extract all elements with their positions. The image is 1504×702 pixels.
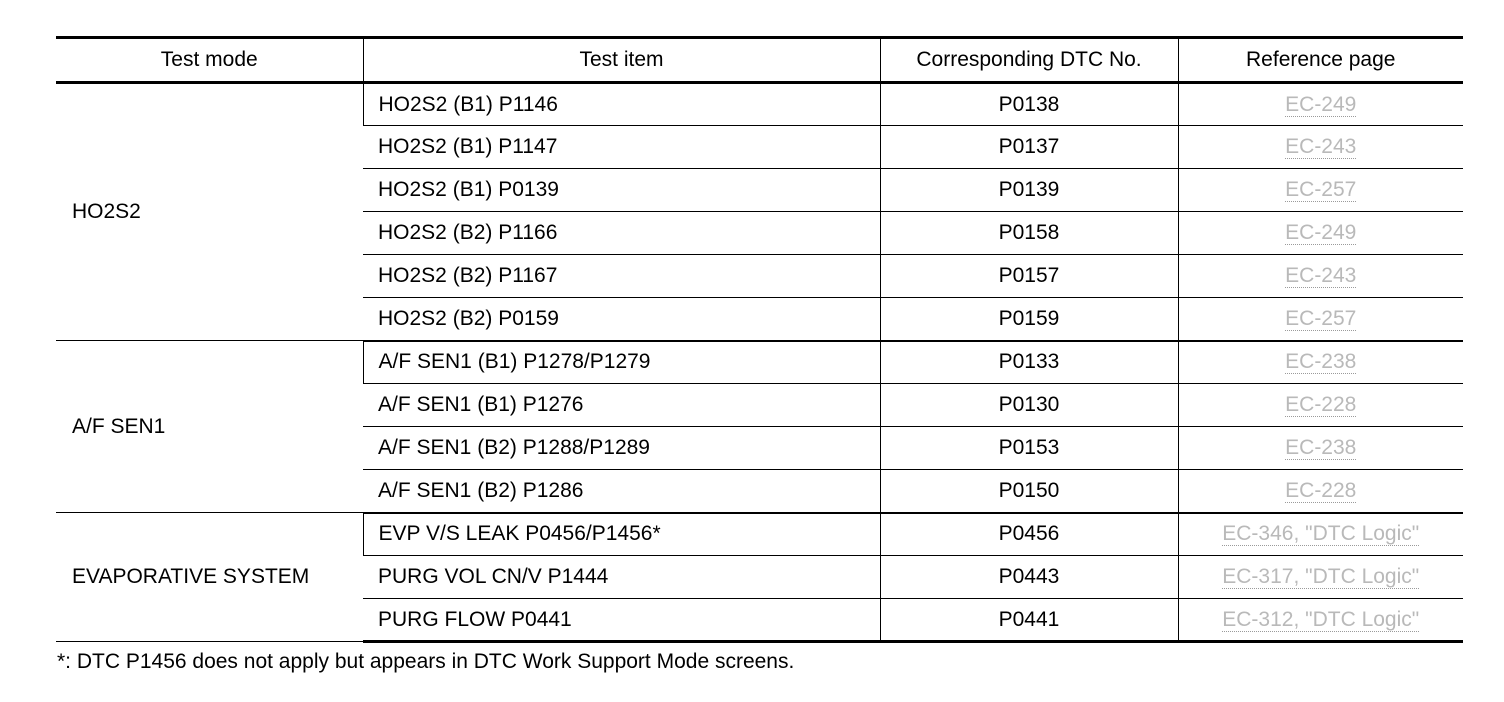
reference-page-link[interactable]: EC-238 — [1285, 350, 1357, 374]
reference-page-link[interactable]: EC-312, "DTC Logic" — [1222, 607, 1420, 631]
test-item-cell: EVP V/S LEAK P0456/P1456* — [363, 513, 880, 556]
dtc-number-cell: P0456 — [880, 513, 1178, 556]
test-mode-cell: HO2S2 — [56, 83, 363, 341]
test-mode-cell: A/F SEN1 — [56, 341, 363, 513]
reference-page-cell — [1178, 556, 1463, 599]
reference-page-cell — [1178, 126, 1463, 169]
dtc-work-support-table — [56, 36, 1463, 643]
dtc-number-cell: P0159 — [880, 298, 1178, 341]
reference-page-cell — [1178, 384, 1463, 427]
test-item-cell: HO2S2 (B2) P1167 — [363, 255, 880, 298]
dtc-number-cell: P0153 — [880, 427, 1178, 470]
reference-page-cell — [1178, 298, 1463, 341]
dtc-number-cell: P0158 — [880, 212, 1178, 255]
reference-page-cell — [1178, 341, 1463, 384]
test-item-cell: HO2S2 (B1) P1147 — [363, 126, 880, 169]
reference-page-cell — [1178, 83, 1463, 126]
dtc-number-cell: P0137 — [880, 126, 1178, 169]
table-body — [56, 83, 1463, 642]
reference-page-cell — [1178, 255, 1463, 298]
footnote: *: DTC P1456 does not apply but appears in DTC Work Support Mode screens. — [57, 650, 795, 673]
reference-page-link[interactable]: EC-243 — [1285, 264, 1357, 287]
reference-page-cell — [1178, 427, 1463, 470]
reference-page-link[interactable]: EC-228 — [1285, 393, 1357, 416]
reference-page-link[interactable]: EC-346, "DTC Logic" — [1222, 522, 1420, 546]
dtc-number-cell: P0130 — [880, 384, 1178, 427]
dtc-number-cell: P0157 — [880, 255, 1178, 298]
dtc-number-cell: P0443 — [880, 556, 1178, 599]
test-mode-cell: EVAPORATIVE SYSTEM — [56, 513, 363, 642]
dtc-number-cell: P0133 — [880, 341, 1178, 384]
reference-page-link[interactable]: EC-238 — [1285, 436, 1357, 459]
test-item-cell: PURG FLOW P0441 — [363, 599, 880, 642]
reference-page-cell — [1178, 212, 1463, 255]
reference-page-cell — [1178, 169, 1463, 212]
table-row — [56, 83, 1463, 126]
dtc-number-cell: P0441 — [880, 599, 1178, 642]
reference-page-link[interactable]: EC-228 — [1285, 478, 1357, 502]
header-dtc-no: Corresponding DTC No. — [880, 38, 1178, 83]
test-item-cell: A/F SEN1 (B2) P1286 — [363, 470, 880, 513]
test-item-cell: A/F SEN1 (B2) P1288/P1289 — [363, 427, 880, 470]
reference-page-link[interactable]: EC-257 — [1285, 306, 1357, 330]
reference-page-cell — [1178, 599, 1463, 642]
reference-page-cell — [1178, 513, 1463, 556]
reference-page-link[interactable]: EC-249 — [1285, 92, 1357, 116]
test-item-cell: A/F SEN1 (B1) P1276 — [363, 384, 880, 427]
dtc-number-cell: P0138 — [880, 83, 1178, 126]
test-item-cell: HO2S2 (B2) P0159 — [363, 298, 880, 341]
dtc-number-cell: P0150 — [880, 470, 1178, 513]
header-test-item: Test item — [363, 38, 880, 83]
table-header-row — [56, 38, 1463, 83]
test-item-cell: PURG VOL CN/V P1444 — [363, 556, 880, 599]
reference-page-link[interactable]: EC-243 — [1285, 135, 1357, 158]
header-test-mode: Test mode — [56, 38, 363, 83]
table-row — [56, 513, 1463, 556]
test-item-cell: HO2S2 (B1) P0139 — [363, 169, 880, 212]
reference-page-link[interactable]: EC-317, "DTC Logic" — [1222, 565, 1420, 588]
reference-page-link[interactable]: EC-249 — [1285, 221, 1357, 244]
header-reference-page: Reference page — [1178, 38, 1463, 83]
test-item-cell: HO2S2 (B1) P1146 — [363, 83, 880, 126]
dtc-number-cell: P0139 — [880, 169, 1178, 212]
test-item-cell: A/F SEN1 (B1) P1278/P1279 — [363, 341, 880, 384]
reference-page-link[interactable]: EC-257 — [1285, 178, 1357, 201]
table-row — [56, 341, 1463, 384]
test-item-cell: HO2S2 (B2) P1166 — [363, 212, 880, 255]
reference-page-cell — [1178, 470, 1463, 513]
